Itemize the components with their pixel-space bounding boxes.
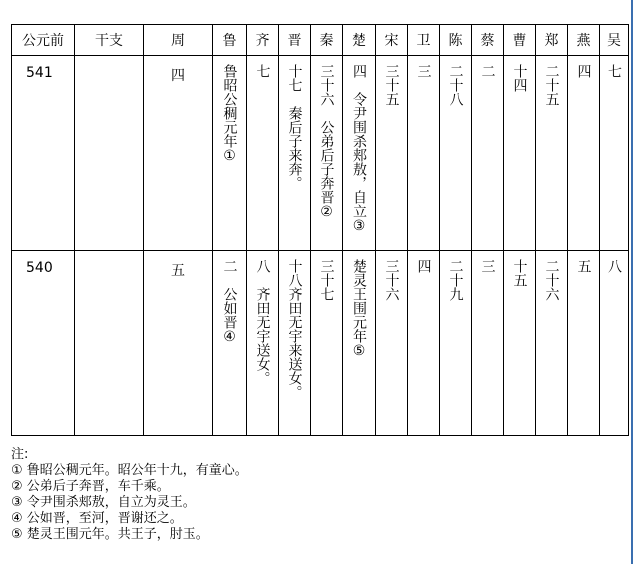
header-cell-ganzhi: 干支	[75, 25, 144, 56]
year-cell: 541	[12, 56, 75, 251]
jin-cell	[279, 56, 311, 251]
zheng-text: 二十六	[543, 259, 560, 301]
zhou-text: 四	[171, 68, 185, 84]
qin-cell	[311, 56, 343, 251]
song-cell	[376, 56, 408, 251]
cai-cell	[472, 251, 504, 436]
footnotes	[11, 447, 248, 543]
qi-cell	[247, 56, 279, 251]
zheng-cell	[536, 56, 568, 251]
cao-text: 十四	[511, 64, 528, 92]
header-cell-wu: 吴	[600, 25, 629, 56]
footnote-item: ⑤ 楚灵王围元年。共王子，肘玉。	[11, 527, 209, 542]
header-cell-chu: 楚	[343, 25, 376, 56]
header-cell-yan: 燕	[568, 25, 600, 56]
table-row	[12, 251, 629, 436]
zhou-cell	[144, 251, 213, 436]
wei-text: 三	[415, 64, 432, 78]
lu-cell	[213, 251, 247, 436]
jin-text: 十八齐田无宇来送女。	[286, 259, 303, 399]
zheng-text: 二十五	[543, 64, 560, 106]
chen-text: 二十八	[447, 64, 464, 106]
chen-text: 二十九	[447, 259, 464, 301]
song-text: 三十五	[383, 64, 400, 106]
chu-cell	[343, 56, 376, 251]
qi-text: 八 齐田无宇送女。	[254, 259, 271, 385]
wu-cell	[600, 251, 629, 436]
zheng-cell	[536, 251, 568, 436]
chen-cell	[440, 56, 472, 251]
table-row	[12, 56, 629, 251]
footnotes-title: 注:	[11, 447, 29, 462]
wei-cell	[408, 56, 440, 251]
yan-text: 四	[575, 64, 592, 78]
footnote-item: ③ 令尹围杀郏敖，自立为灵王。	[11, 495, 196, 510]
header-cell-zhou: 周	[144, 25, 213, 56]
header-cell-cai: 蔡	[472, 25, 504, 56]
header-cell-cao: 曹	[504, 25, 536, 56]
cao-text: 十五	[511, 259, 528, 287]
year-cell: 540	[12, 251, 75, 436]
qin-text: 三十七	[318, 259, 335, 301]
chu-cell	[343, 251, 376, 436]
qi-text: 七	[254, 64, 271, 78]
header-cell-chen: 陈	[440, 25, 472, 56]
header-cell-lu: 鲁	[213, 25, 247, 56]
yan-text: 五	[575, 259, 592, 273]
cai-cell	[472, 56, 504, 251]
header-cell-wei: 卫	[408, 25, 440, 56]
header-row	[12, 25, 629, 56]
cao-cell	[504, 251, 536, 436]
ganzhi-cell	[75, 251, 144, 436]
song-text: 三十六	[383, 259, 400, 301]
zhou-cell	[144, 56, 213, 251]
lu-text: 二 公如晋④	[221, 259, 238, 345]
wu-text: 七	[606, 64, 622, 78]
ganzhi-cell	[75, 56, 144, 251]
footnote-item: ④ 公如晋，至河，晋谢还之。	[11, 511, 183, 526]
chen-cell	[440, 251, 472, 436]
footnote-item: ① 鲁昭公稠元年。昭公年十九，有童心。	[11, 463, 248, 478]
wu-text: 八	[606, 259, 622, 273]
qin-cell	[311, 251, 343, 436]
yan-cell	[568, 56, 600, 251]
header-cell-qin: 秦	[311, 25, 343, 56]
yan-cell	[568, 251, 600, 436]
lu-cell	[213, 56, 247, 251]
lu-text: 鲁昭公稠元年①	[221, 64, 238, 164]
footnote-item: ② 公弟后子奔晋，车千乘。	[11, 479, 170, 494]
song-cell	[376, 251, 408, 436]
zhou-text: 五	[171, 263, 185, 279]
jin-text: 十七 秦后子来奔。	[286, 64, 303, 190]
qin-text: 三十六 公弟后子奔晋②	[318, 64, 335, 220]
chu-text: 楚灵王围元年⑤	[351, 259, 367, 359]
wei-cell	[408, 251, 440, 436]
qi-cell	[247, 251, 279, 436]
header-cell-song: 宋	[376, 25, 408, 56]
header-cell-jin: 晋	[279, 25, 311, 56]
header-cell-year: 公元前	[12, 25, 75, 56]
chronology-table	[11, 24, 629, 436]
cai-text: 二	[479, 64, 496, 78]
jin-cell	[279, 251, 311, 436]
cao-cell	[504, 56, 536, 251]
wei-text: 四	[415, 259, 432, 273]
header-cell-zheng: 郑	[536, 25, 568, 56]
cai-text: 三	[479, 259, 496, 273]
chu-text: 四 令尹围杀郏敖，自立③	[351, 64, 367, 234]
wu-cell	[600, 56, 629, 251]
header-cell-qi: 齐	[247, 25, 279, 56]
